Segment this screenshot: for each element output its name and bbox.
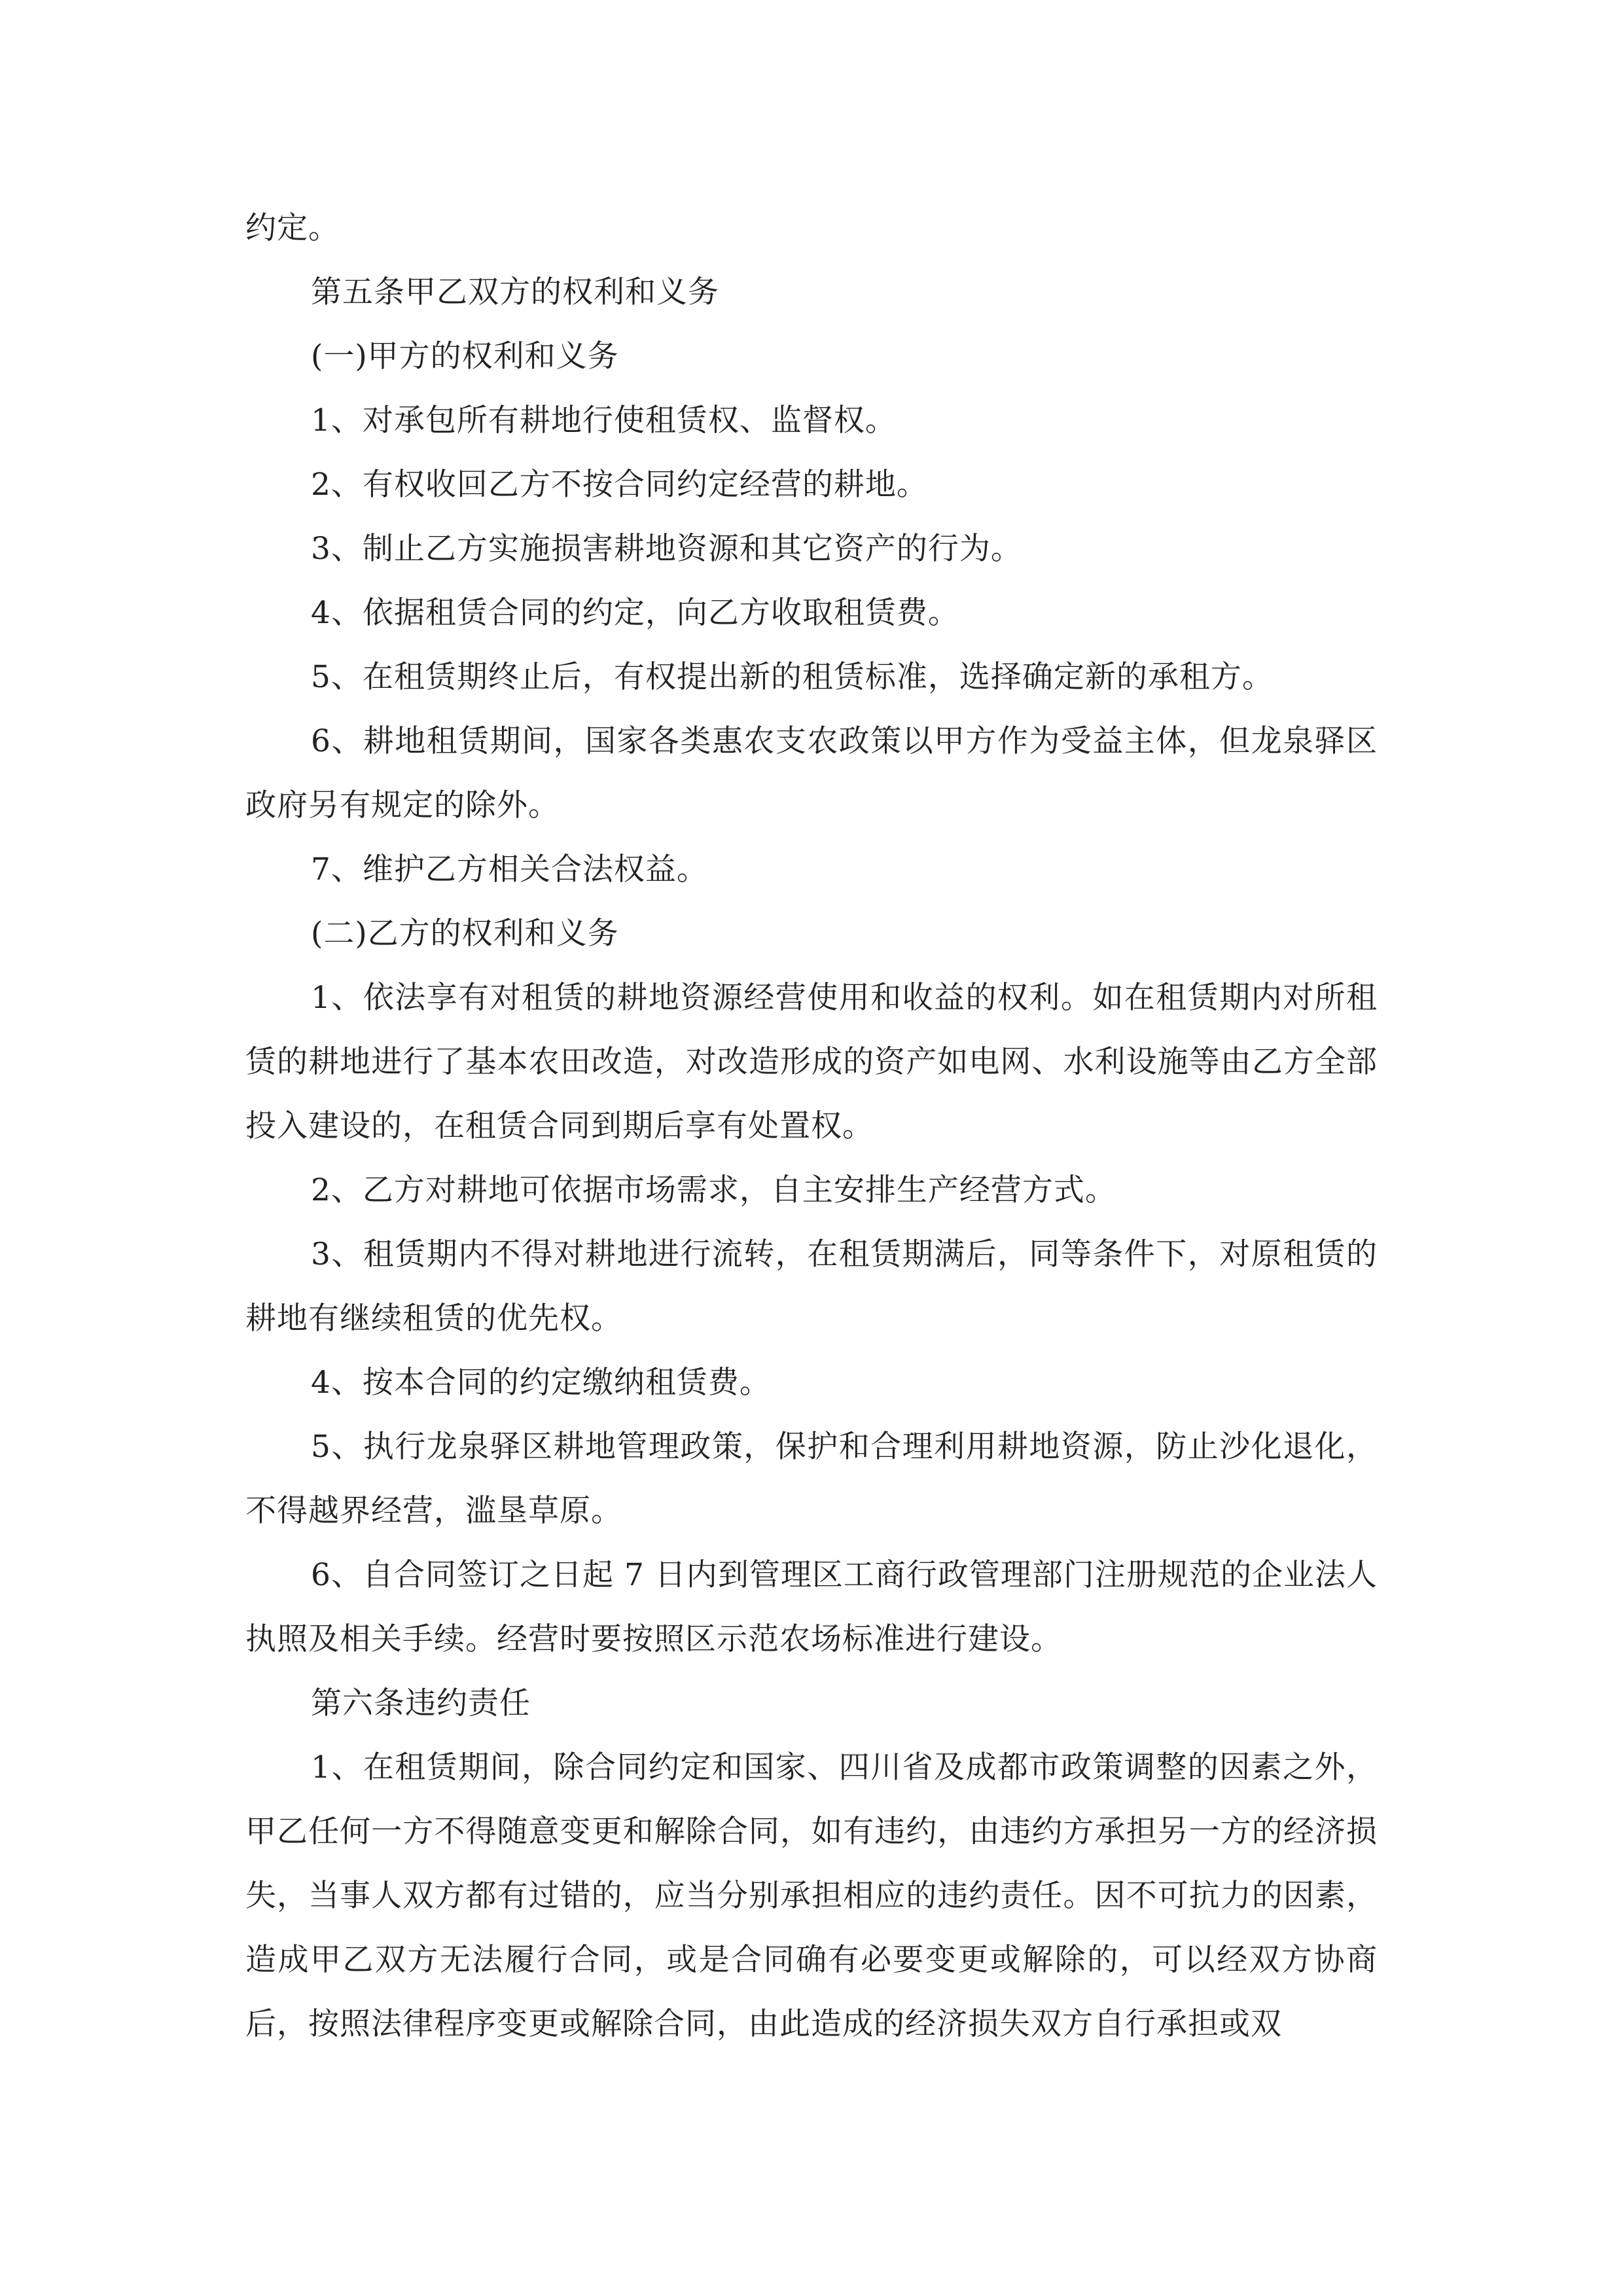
article-6-heading: 第六条违约责任	[311, 1685, 531, 1721]
paragraph-1: 约定。	[245, 210, 340, 246]
party-b-item-1: 1、依法享有对租赁的耕地资源经营使用和收益的权利。如在租赁期内对所租赁的耕地进行了基本农田改造，对改造形成的资产如电网、水利设施等由乙方全部投入建设的，在租赁合同到期后享有处置权。	[245, 980, 1378, 1144]
party-b-item-5: 5、执行龙泉驿区耕地管理政策，保护和合理利用耕地资源，防止沙化退化，不得越界经营，滥垦草原。	[245, 1429, 1378, 1529]
breach-item-1: 1、在租赁期间，除合同约定和国家、四川省及成都市政策调整的因素之外，甲乙任何一方不得随意变更和解除合同，如有违约，由违约方承担另一方的经济损失，当事人双方都有过错的，应当分别承担相应的违约责任。因不可抗力的因素，造成甲乙双方无法履行合同，或是合同确有必要变更或解除的，可以经双方协商后，按照法律程序变更或解除合同，由此造成的经济损失双方自行承担或双	[245, 1749, 1378, 2042]
party-b-item-3: 3、租赁期内不得对耕地进行流转，在租赁期满后，同等条件下，对原租赁的耕地有继续租赁的优先权。	[245, 1236, 1378, 1336]
article-5-heading: 第五条甲乙双方的权利和义务	[311, 274, 719, 310]
party-a-item-1: 1、对承包所有耕地行使租赁权、监督权。	[311, 403, 897, 439]
party-b-item-6: 6、自合同签订之日起 7 日内到管理区工商行政管理部门注册规范的企业法人执照及相关手续。经营时要按照区示范农场标准进行建设。	[245, 1557, 1378, 1657]
document-body	[245, 196, 1378, 2056]
party-a-item-4: 4、依据租赁合同的约定，向乙方收取租赁费。	[311, 595, 959, 631]
party-a-item-6: 6、耕地租赁期间，国家各类惠农支农政策以甲方作为受益主体，但龙泉驿区政府另有规定的除外。	[245, 723, 1378, 823]
party-a-item-5: 5、在租赁期终止后，有权提出新的租赁标准，选择确定新的承租方。	[311, 659, 1274, 695]
party-b-item-2: 2、乙方对耕地可依据市场需求，自主安排生产经营方式。	[311, 1172, 1116, 1208]
party-a-item-7: 7、维护乙方相关合法权益。	[311, 852, 708, 888]
party-b-section-heading: (二)乙方的权利和义务	[311, 916, 619, 952]
party-a-item-3: 3、制止乙方实施损害耕地资源和其它资产的行为。	[311, 531, 1022, 567]
party-a-item-2: 2、有权收回乙方不按合同约定经营的耕地。	[311, 467, 928, 503]
party-b-item-4: 4、按本合同的约定缴纳租赁费。	[311, 1365, 771, 1401]
party-a-section-heading: (一)甲方的权利和义务	[311, 338, 619, 374]
